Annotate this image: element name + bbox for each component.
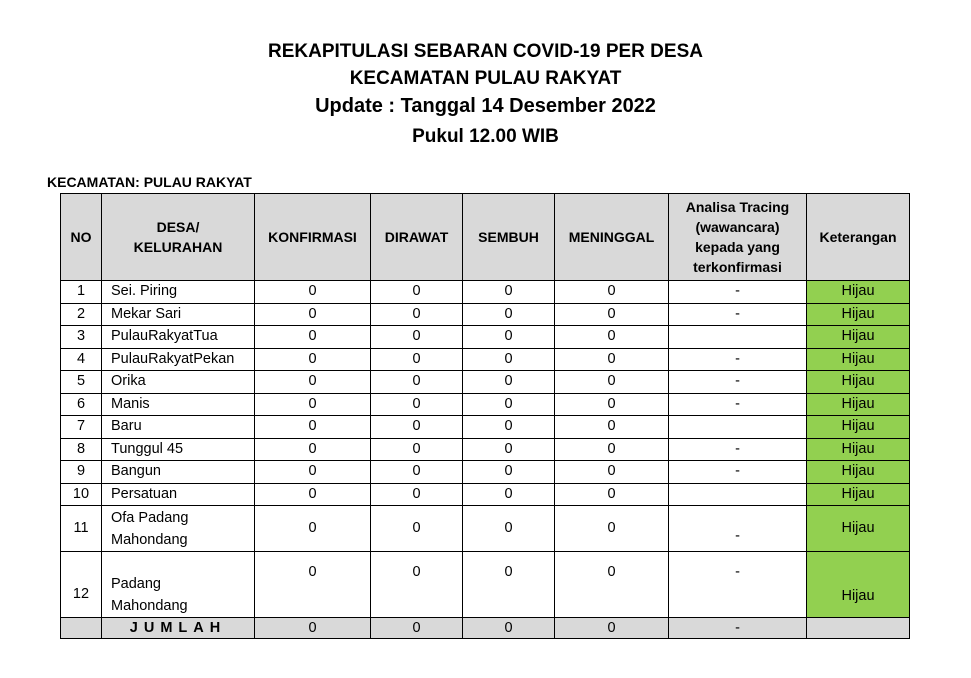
cell-sembuh: 0 [463,416,555,439]
cell-sembuh: 0 [463,393,555,416]
cell-sembuh: 0 [463,483,555,506]
cell-meninggal: 0 [555,438,669,461]
cell-keterangan: Hijau [807,281,910,304]
cell-desa: Mekar Sari [102,303,255,326]
cell-sembuh: 0 [463,281,555,304]
cell-desa [102,552,255,618]
cell-keterangan: Hijau [807,552,910,618]
cell-desa-line2: Mahondang [111,598,188,614]
cell-dirawat: 0 [371,438,463,461]
header-desa-line1: DESA/ [156,219,200,235]
table-row [61,348,910,371]
header-konfirmasi: KONFIRMASI [255,194,371,281]
cell-dirawat: 0 [371,281,463,304]
report-time: Pukul 12.00 WIB [412,126,559,147]
report-title: REKAPITULASI SEBARAN COVID-19 PER DESA [268,41,703,62]
cell-meninggal: 0 [555,326,669,349]
cell-desa: PulauRakyatPekan [102,348,255,371]
cell-keterangan: Hijau [807,438,910,461]
cell-meninggal: 0 [555,348,669,371]
cell-desa-line1: Ofa Padang [111,509,189,526]
cell-sembuh: 0 [463,461,555,484]
cell-total-keterangan [807,618,910,639]
table-row [61,438,910,461]
table-row [61,416,910,439]
cell-konfirmasi: 0 [255,348,371,371]
cell-meninggal: 0 [555,461,669,484]
cell-analisa [669,416,807,439]
header-meninggal: MENINGGAL [555,194,669,281]
cell-total-meninggal: 0 [555,618,669,639]
cell-keterangan: Hijau [807,326,910,349]
cell-meninggal: 0 [555,416,669,439]
cell-meninggal: 0 [555,506,669,552]
cell-desa [102,506,255,552]
cell-keterangan: Hijau [807,461,910,484]
cell-meninggal: 0 [555,303,669,326]
cell-analisa: - [669,371,807,394]
cell-no: 11 [61,506,102,552]
cell-meninggal: 0 [555,483,669,506]
header-analisa-line4: terkonfirmasi [693,259,782,275]
header-dirawat: DIRAWAT [371,194,463,281]
cell-keterangan: Hijau [807,303,910,326]
cell-dirawat: 0 [371,461,463,484]
cell-konfirmasi: 0 [255,416,371,439]
cell-no: 10 [61,483,102,506]
report-district: KECAMATAN PULAU RAKYAT [349,68,622,89]
cell-desa: Baru [102,416,255,439]
cell-analisa: - [669,552,807,618]
cell-dirawat: 0 [371,506,463,552]
header-sembuh: SEMBUH [463,194,555,281]
cell-desa: Bangun [102,461,255,484]
cell-keterangan: Hijau [807,483,910,506]
table-row [61,461,910,484]
cell-no: 7 [61,416,102,439]
header-analisa [669,194,807,281]
cell-keterangan: Hijau [807,371,910,394]
cell-total-no [61,618,102,639]
table-row [61,506,910,552]
table-row [61,303,910,326]
cell-total-sembuh: 0 [463,618,555,639]
cell-meninggal: 0 [555,393,669,416]
cell-desa: Tunggul 45 [102,438,255,461]
cell-sembuh: 0 [463,348,555,371]
cell-sembuh: 0 [463,326,555,349]
cell-dirawat: 0 [371,326,463,349]
cell-dirawat: 0 [371,552,463,618]
cell-meninggal: 0 [555,552,669,618]
cell-total-konfirmasi: 0 [255,618,371,639]
cell-sembuh: 0 [463,371,555,394]
cell-desa-line1: Padang [111,576,161,592]
cell-analisa: - [669,393,807,416]
table-header-row [61,194,910,281]
cell-analisa: - [669,438,807,461]
cell-dirawat: 0 [371,483,463,506]
covid-recap-table [60,193,910,639]
cell-no: 3 [61,326,102,349]
cell-no: 1 [61,281,102,304]
report-update-date: Update : Tanggal 14 Desember 2022 [315,95,656,117]
cell-desa-line2: Mahondang [111,531,188,548]
cell-dirawat: 0 [371,348,463,371]
cell-keterangan: Hijau [807,416,910,439]
cell-dirawat: 0 [371,393,463,416]
cell-analisa: - [669,506,807,552]
cell-no: 4 [61,348,102,371]
cell-no: 2 [61,303,102,326]
cell-dirawat: 0 [371,371,463,394]
table-row [61,326,910,349]
cell-konfirmasi: 0 [255,552,371,618]
cell-sembuh: 0 [463,552,555,618]
cell-total-analisa: - [669,618,807,639]
cell-keterangan: Hijau [807,506,910,552]
cell-konfirmasi: 0 [255,303,371,326]
header-no: NO [61,194,102,281]
cell-desa: PulauRakyatTua [102,326,255,349]
header-analisa-line2: (wawancara) [695,219,780,235]
header-analisa-line1: Analisa Tracing [685,199,790,215]
cell-konfirmasi: 0 [255,483,371,506]
cell-desa: Manis [102,393,255,416]
cell-no: 12 [61,552,102,618]
header-keterangan: Keterangan [807,194,910,281]
cell-konfirmasi: 0 [255,438,371,461]
cell-no: 9 [61,461,102,484]
cell-konfirmasi: 0 [255,326,371,349]
cell-analisa [669,326,807,349]
table-row [61,371,910,394]
cell-dirawat: 0 [371,303,463,326]
cell-keterangan: Hijau [807,393,910,416]
cell-desa: Orika [102,371,255,394]
cell-sembuh: 0 [463,438,555,461]
cell-no: 5 [61,371,102,394]
cell-sembuh: 0 [463,303,555,326]
cell-total-label: JUMLAH [102,618,255,639]
cell-analisa: - [669,348,807,371]
header-desa-line2: KELURAHAN [133,239,223,255]
cell-meninggal: 0 [555,371,669,394]
district-subheading: KECAMATAN: PULAU RAKYAT [47,174,252,190]
table-row [61,281,910,304]
cell-konfirmasi: 0 [255,281,371,304]
cell-sembuh: 0 [463,506,555,552]
cell-no: 6 [61,393,102,416]
cell-dirawat: 0 [371,416,463,439]
header-desa [102,194,255,281]
cell-konfirmasi: 0 [255,393,371,416]
table-row [61,393,910,416]
header-analisa-line3: kepada yang [695,239,780,255]
cell-total-dirawat: 0 [371,618,463,639]
report-title-block [0,38,971,152]
cell-konfirmasi: 0 [255,371,371,394]
cell-konfirmasi: 0 [255,506,371,552]
cell-no: 8 [61,438,102,461]
table-row [61,483,910,506]
total-row [61,618,910,639]
cell-analisa: - [669,461,807,484]
cell-desa: Sei. Piring [102,281,255,304]
cell-analisa [669,483,807,506]
cell-analisa: - [669,281,807,304]
table-row [61,552,910,618]
cell-analisa: - [669,303,807,326]
cell-keterangan: Hijau [807,348,910,371]
cell-konfirmasi: 0 [255,461,371,484]
cell-desa: Persatuan [102,483,255,506]
cell-meninggal: 0 [555,281,669,304]
